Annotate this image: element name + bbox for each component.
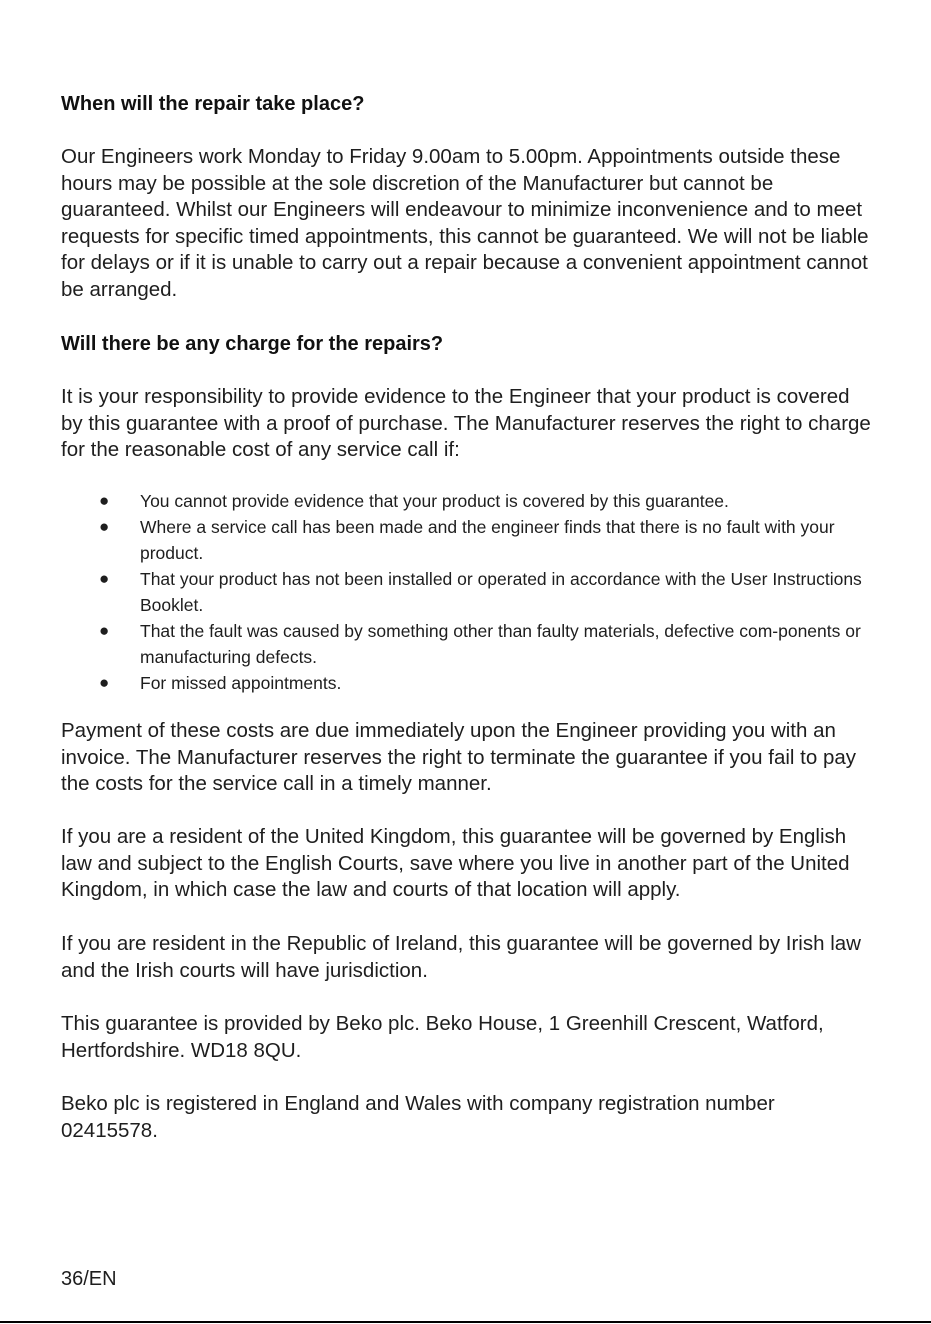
list-item — [61, 566, 876, 618]
paragraph-registration: Beko plc is registered in England and Wales with company registration number 02415578. — [61, 1092, 775, 1142]
paragraph-charges: It is your responsibility to provide evidence to the Engineer that your product is covered by this guarantee with a proof of purchase. The Manufacturer reserves the right to charge for the reasonable cost of any service call if: — [61, 385, 871, 462]
bullet-icon: ● — [99, 517, 110, 536]
section-heading-charges: Will there be any charge for the repairs? — [61, 333, 444, 355]
bottom-divider — [0, 1321, 931, 1323]
bullet-icon: ● — [99, 569, 110, 588]
paragraph-payment: Payment of these costs are due immediately upon the Engineer providing you with an invoice. The Manufacturer reserves the right to terminate the guarantee if you fail to pay the costs for the service call in a timely manner. — [61, 719, 856, 796]
list-item-text: That the fault was caused by something other than faulty materials, defective com-ponents or manufacturing defects. — [140, 621, 861, 667]
list-item — [61, 618, 876, 670]
bullet-icon: ● — [99, 621, 110, 640]
page-number: 36/EN — [61, 1268, 117, 1290]
paragraph-provider: This guarantee is provided by Beko plc. Beko House, 1 Greenhill Crescent, Watford, Hertfordshire. WD18 8QU. — [61, 1012, 824, 1062]
section-heading-repair-time: When will the repair take place? — [61, 93, 365, 115]
paragraph-repair-time: Our Engineers work Monday to Friday 9.00am to 5.00pm. Appointments outside these hours may be possible at the sole discretion of the Manufacturer but cannot be guaranteed. Whilst our Engineers will endeavour to minimize inconvenience and to meet requests for specific timed appointments, this cannot be guaranteed. We will not be liable for delays or if it is unable to carry out a repair because a convenient appointment cannot be arranged. — [61, 145, 869, 301]
list-item — [61, 670, 876, 696]
list-item — [61, 514, 876, 566]
charge-conditions-list — [61, 488, 876, 696]
list-item-text: Where a service call has been made and the engineer finds that there is no fault with your product. — [140, 517, 835, 563]
list-item-text: For missed appointments. — [140, 673, 342, 693]
list-item-text: You cannot provide evidence that your product is covered by this guarantee. — [140, 491, 729, 511]
bullet-icon: ● — [99, 491, 110, 510]
paragraph-uk-law: If you are a resident of the United Kingdom, this guarantee will be governed by English law and subject to the English Courts, save where you live in another part of the United Kingdom, in which case the law and courts of that location will apply. — [61, 825, 850, 902]
list-item — [61, 488, 876, 514]
paragraph-ireland-law: If you are resident in the Republic of Ireland, this guarantee will be governed by Irish law and the Irish courts will have jurisdiction. — [61, 932, 861, 982]
list-item-text: That your product has not been installed or operated in accordance with the User Instructions Booklet. — [140, 569, 862, 615]
bullet-icon: ● — [99, 673, 110, 692]
